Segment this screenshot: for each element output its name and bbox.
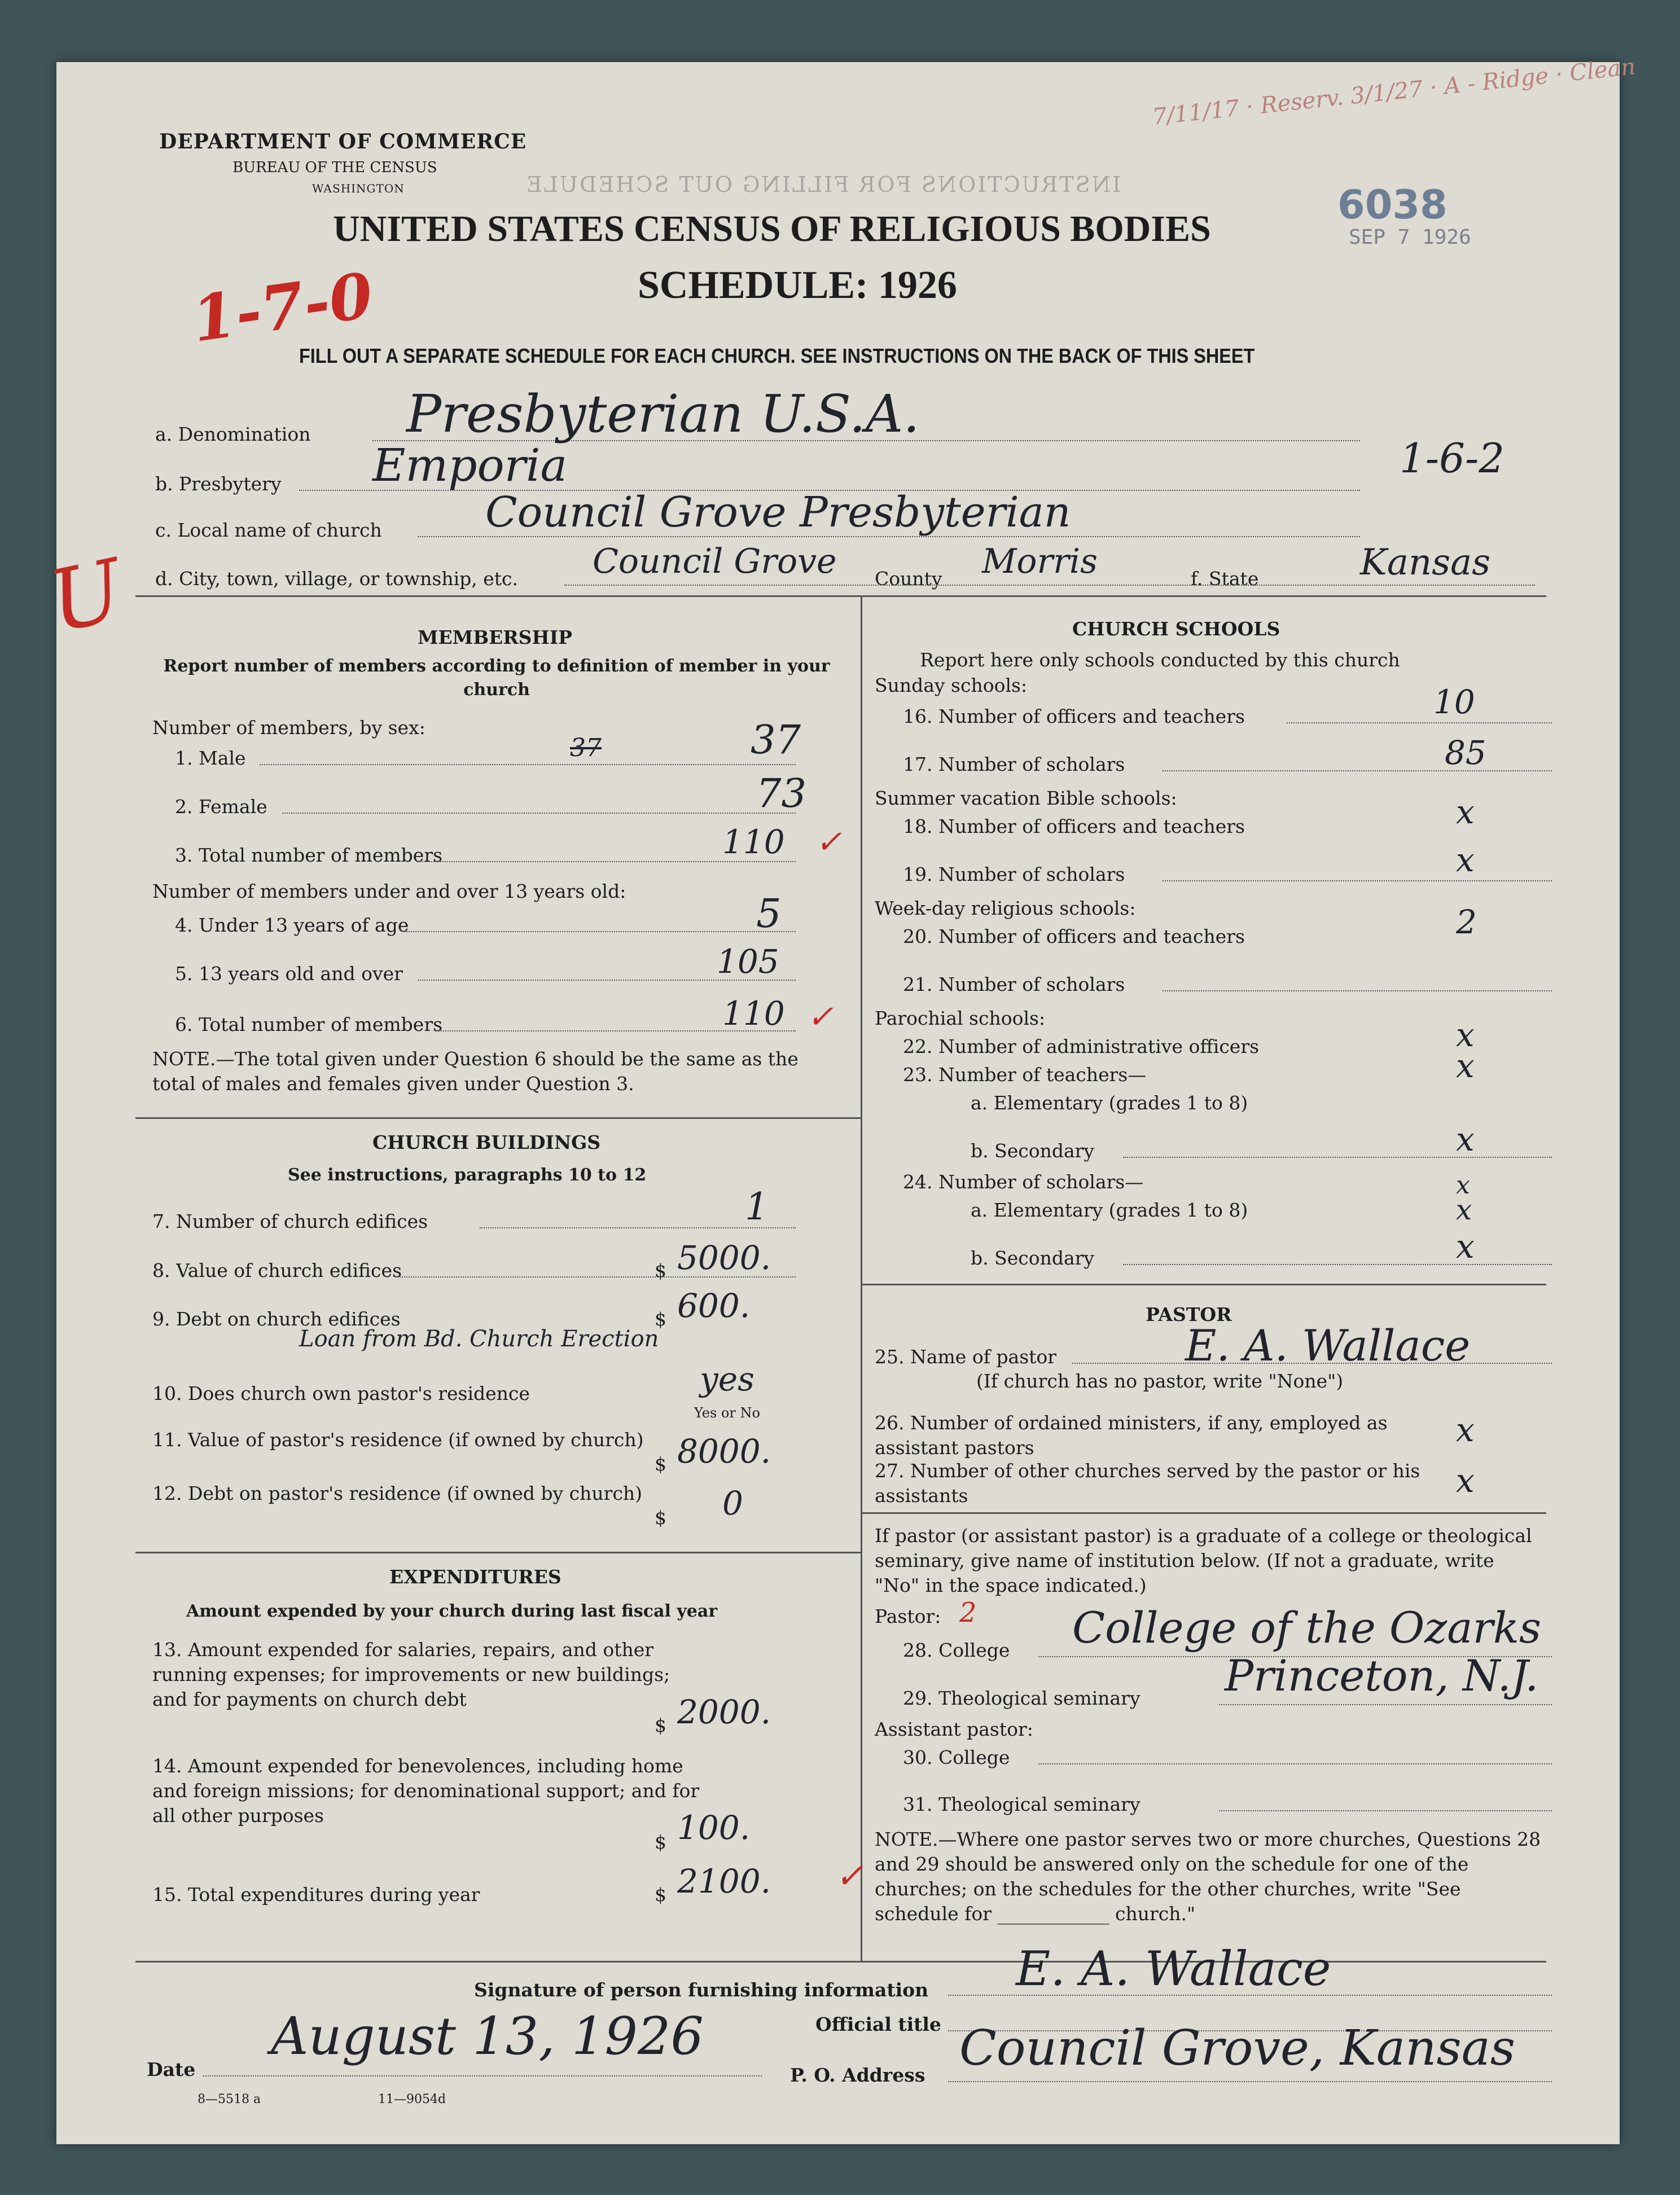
q2-label: 2. Female xyxy=(175,796,267,818)
q21-label: 21. Number of scholars xyxy=(903,973,1125,995)
top-right-scribble: 7/11/17 · Reserv. 3/1/27 · A - Ridge · Clean xyxy=(1151,54,1637,130)
q5-label: 5. 13 years old and over xyxy=(175,963,403,985)
q24b-label: b. Secondary xyxy=(971,1247,1095,1269)
presbytery-value[interactable]: Emporia xyxy=(372,439,568,491)
q14-value[interactable]: 100. xyxy=(677,1808,751,1847)
q11-dollar: $ xyxy=(655,1453,666,1475)
weekday-label: Week-day religious schools: xyxy=(875,897,1136,919)
yes-or-no-caption: Yes or No xyxy=(694,1405,760,1421)
red-code: 1-7-0 xyxy=(187,258,378,356)
parochial-label: Parochial schools: xyxy=(875,1007,1046,1029)
q23-label: 23. Number of teachers— xyxy=(903,1064,1147,1086)
q23b-line xyxy=(1123,1157,1552,1158)
q12-label: 12. Debt on pastor's residence (if owned by church) xyxy=(152,1482,643,1504)
city-label: WASHINGTON xyxy=(312,182,405,195)
date-label: Date xyxy=(147,2058,196,2080)
section-rule xyxy=(135,1117,861,1119)
bureau-label: BUREAU OF THE CENSUS xyxy=(233,159,437,176)
check-mark: ✓ xyxy=(835,1856,864,1896)
q17-label: 17. Number of scholars xyxy=(903,753,1125,775)
q3-line xyxy=(418,861,796,862)
q2-line xyxy=(282,813,796,814)
po-address-value[interactable]: Council Grove, Kansas xyxy=(959,2020,1516,2077)
q19-line xyxy=(1163,880,1552,881)
q27-label: 27. Number of other churches served by the pastor or his assistants xyxy=(875,1460,1420,1507)
official-title-label: Official title xyxy=(815,2013,941,2035)
denomination-label: a. Denomination xyxy=(155,423,311,445)
section-rule xyxy=(135,1552,861,1553)
date-line xyxy=(203,2075,762,2077)
q18-value[interactable]: x xyxy=(1456,793,1475,831)
q16-value[interactable]: 10 xyxy=(1433,683,1475,721)
q26-label: 26. Number of ordained ministers, if any, employed as assistant pastors xyxy=(875,1412,1388,1459)
po-address-label: P. O. Address xyxy=(790,2064,925,2086)
q5-value[interactable]: 105 xyxy=(717,942,779,981)
q24a-label: a. Elementary (grades 1 to 8) xyxy=(971,1199,1248,1221)
q13-value[interactable]: 2000. xyxy=(677,1693,771,1731)
pastor-heading: PASTOR xyxy=(1146,1303,1232,1325)
q23-value[interactable]: x xyxy=(1456,1047,1475,1085)
check-mark: ✓ xyxy=(815,824,842,861)
expenditures-heading: EXPENDITURES xyxy=(389,1566,562,1588)
q17-line xyxy=(1163,770,1552,771)
q27-value[interactable]: x xyxy=(1456,1461,1475,1500)
q25-value[interactable]: E. A. Wallace xyxy=(1185,1320,1471,1371)
q13-dollar: $ xyxy=(655,1714,666,1736)
q3-value[interactable]: 110 xyxy=(722,823,785,861)
q4-value[interactable]: 5 xyxy=(756,890,782,937)
signature-value[interactable]: E. A. Wallace xyxy=(1016,1941,1331,1996)
date-value[interactable]: August 13, 1926 xyxy=(271,2006,704,2066)
local-name-label: c. Local name of church xyxy=(155,519,382,541)
q14-label: 14. Amount expended for benevolences, including home and foreign missions; for denominational support; and for all other purposes xyxy=(152,1755,700,1827)
q1-value[interactable]: 37 xyxy=(751,717,801,763)
q25-note: (If church has no pastor, write "None") xyxy=(976,1370,1344,1392)
q29-line xyxy=(1219,1704,1552,1705)
q20-value[interactable]: 2 xyxy=(1456,903,1477,941)
q7-value[interactable]: 1 xyxy=(745,1185,769,1228)
membership-note: NOTE.—The total given under Question 6 should be the same as the total of males and females given under Question 3. xyxy=(152,1048,799,1095)
q16-label: 16. Number of officers and teachers xyxy=(903,705,1245,727)
q30-line xyxy=(1038,1763,1552,1764)
assistant-label: Assistant pastor: xyxy=(875,1718,1033,1740)
print-number: 11—9054d xyxy=(378,2092,446,2106)
q21-line xyxy=(1163,990,1552,991)
membership-heading: MEMBERSHIP xyxy=(418,626,572,648)
red-mark: U xyxy=(41,541,132,652)
vacation-label: Summer vacation Bible schools: xyxy=(875,787,1177,809)
q1-struck-value: 37 xyxy=(570,734,602,762)
q10-label: 10. Does church own pastor's residence xyxy=(152,1382,530,1404)
q12-dollar: $ xyxy=(655,1507,666,1529)
bottom-rule xyxy=(135,1961,1546,1963)
po-address-line xyxy=(948,2081,1552,2082)
state-label: f. State xyxy=(1191,568,1259,590)
q19-label: 19. Number of scholars xyxy=(903,863,1125,885)
section-rule xyxy=(861,1512,1546,1514)
by-sex-label: Number of members, by sex: xyxy=(152,717,426,739)
q22-label: 22. Number of administrative officers xyxy=(903,1035,1260,1057)
schools-heading: CHURCH SCHOOLS xyxy=(1072,618,1280,640)
q1-label: 1. Male xyxy=(175,747,246,769)
pastor-note: NOTE.—Where one pastor serves two or more churches, Questions 28 and 29 should be answered only on the schedule for one of the churches; on the schedules for the other churches, write "See schedule for ____________ church." xyxy=(875,1828,1541,1925)
q29-label: 29. Theological seminary xyxy=(903,1687,1141,1709)
section-rule xyxy=(861,1284,1546,1285)
q6-value[interactable]: 110 xyxy=(722,994,785,1033)
q1-line xyxy=(260,764,796,765)
schedule-title: SCHEDULE: 1926 xyxy=(638,264,957,307)
presbytery-label: b. Presbytery xyxy=(155,473,282,495)
q16-line xyxy=(1287,722,1552,723)
q25-label: 25. Name of pastor xyxy=(875,1346,1057,1368)
schools-intro: Report here only schools conducted by this church xyxy=(920,649,1400,671)
signature-label: Signature of person furnishing information xyxy=(474,1979,929,2001)
census-schedule-sheet xyxy=(41,54,1637,2144)
pastor-sub-label: Pastor: xyxy=(875,1605,941,1627)
q23b-label: b. Secondary xyxy=(971,1140,1095,1162)
q2-value[interactable]: 73 xyxy=(756,770,807,816)
q22-value[interactable]: x xyxy=(1456,1016,1475,1054)
fill-notice: FILL OUT A SEPARATE SCHEDULE FOR EACH CHURCH. SEE INSTRUCTIONS ON THE BACK OF THIS SHEET xyxy=(299,344,1255,367)
q30-label: 30. College xyxy=(903,1746,1010,1768)
q26-value[interactable]: x xyxy=(1456,1411,1475,1449)
q4-line xyxy=(406,931,796,932)
expenditures-sub: Amount expended by your church during last fiscal year xyxy=(186,1601,718,1621)
stamp-date: SEP 7 1926 xyxy=(1349,226,1471,249)
q31-line xyxy=(1219,1810,1552,1811)
instructions-bleed-through: INSTRUCTIONS FOR FILLING OUT SCHEDULE xyxy=(525,172,1121,197)
pastor-red-mark: 2 xyxy=(959,1597,977,1628)
q20-label: 20. Number of officers and teachers xyxy=(903,925,1245,947)
stamp-number: 6038 xyxy=(1337,182,1447,228)
q15-label: 15. Total expenditures during year xyxy=(152,1884,480,1906)
q11-value[interactable]: 8000. xyxy=(677,1432,771,1470)
form-number: 8—5518 a xyxy=(198,2092,261,2106)
q9-note: Loan from Bd. Church Erection xyxy=(299,1326,659,1352)
q6-label: 6. Total number of members xyxy=(175,1013,443,1035)
q24b-line xyxy=(1123,1264,1552,1265)
q19-value[interactable]: x xyxy=(1456,841,1475,879)
q28-value[interactable]: College of the Ozarks xyxy=(1072,1603,1541,1653)
q7-label: 7. Number of church edifices xyxy=(152,1210,428,1232)
buildings-heading: CHURCH BUILDINGS xyxy=(372,1131,601,1153)
q24-label: 24. Number of scholars— xyxy=(903,1171,1144,1193)
q8-dollar: $ xyxy=(655,1259,666,1281)
q23b-value[interactable]: x xyxy=(1456,1120,1475,1158)
q23a-label: a. Elementary (grades 1 to 8) xyxy=(971,1092,1248,1114)
column-divider xyxy=(861,595,862,1961)
denomination-value[interactable]: Presbyterian U.S.A. xyxy=(406,384,920,444)
q11-label: 11. Value of pastor's residence (if owned by church) xyxy=(152,1429,644,1451)
q14-dollar: $ xyxy=(655,1831,666,1853)
q24a-value[interactable]: x xyxy=(1456,1193,1472,1226)
county-value[interactable]: Morris xyxy=(982,542,1098,581)
q10-value[interactable]: yes xyxy=(700,1360,755,1398)
q8-label: 8. Value of church edifices xyxy=(152,1259,402,1281)
check-mark: ✓ xyxy=(807,999,834,1035)
q13-label: 13. Amount expended for salaries, repairs, and other running expenses; for improvements or new buildings; and for payments on church debt xyxy=(152,1639,670,1710)
by-age-label: Number of members under and over 13 years old: xyxy=(152,880,626,902)
city-value[interactable]: Council Grove xyxy=(593,542,837,581)
q8-value[interactable]: 5000. xyxy=(677,1239,771,1277)
sunday-label: Sunday schools: xyxy=(875,674,1028,696)
q15-dollar: $ xyxy=(655,1884,666,1906)
membership-intro: Report number of members according to definition of member in your church xyxy=(163,656,830,700)
q24b-value[interactable]: x xyxy=(1456,1227,1475,1266)
q31-label: 31. Theological seminary xyxy=(903,1793,1141,1815)
top-section-rule xyxy=(135,595,1546,597)
q28-label: 28. College xyxy=(903,1639,1010,1661)
q9-dollar: $ xyxy=(655,1308,666,1330)
buildings-sub: See instructions, paragraphs 10 to 12 xyxy=(288,1165,647,1185)
q18-label: 18. Number of officers and teachers xyxy=(903,815,1245,837)
city-field-label: d. City, town, village, or township, etc. xyxy=(155,568,519,590)
local-name-value[interactable]: Council Grove Presbyterian xyxy=(485,488,1071,537)
q3-label: 3. Total number of members xyxy=(175,844,443,866)
q9-label: 9. Debt on church edifices xyxy=(152,1308,401,1330)
q12-value[interactable]: 0 xyxy=(722,1484,743,1522)
q9-value[interactable]: 600. xyxy=(677,1287,751,1325)
q29-value[interactable]: Princeton, N.J. xyxy=(1225,1650,1539,1701)
graduate-note: If pastor (or assistant pastor) is a graduate of a college or theological seminary, give name of institution below. (If not a graduate, write "No" in the space indicated.) xyxy=(875,1525,1532,1596)
county-label: County xyxy=(875,568,942,590)
state-value[interactable]: Kansas xyxy=(1360,542,1491,583)
city-line xyxy=(564,585,1535,586)
q17-value[interactable]: 85 xyxy=(1445,734,1486,772)
q4-label: 4. Under 13 years of age xyxy=(175,914,409,936)
form-title: UNITED STATES CENSUS OF RELIGIOUS BODIES xyxy=(333,208,1211,249)
right-code: 1-6-2 xyxy=(1400,434,1505,482)
q24-value[interactable]: x xyxy=(1456,1171,1470,1200)
q15-value[interactable]: 2100. xyxy=(677,1862,771,1900)
department-label: DEPARTMENT OF COMMERCE xyxy=(159,130,527,153)
